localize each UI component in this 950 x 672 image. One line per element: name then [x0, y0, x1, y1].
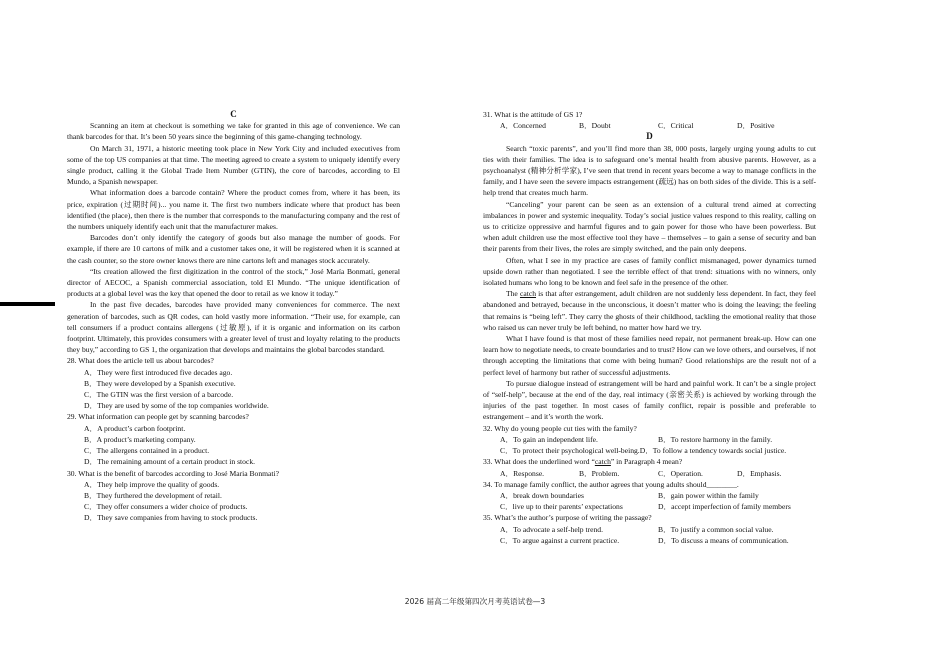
question-stem — [483, 109, 816, 120]
option-a: A．They were first introduced five decades ago. — [84, 367, 233, 377]
option-b: B．To restore harmony in the family. — [658, 434, 773, 444]
option-a: A．To gain an independent life. — [500, 434, 598, 444]
question-28 — [67, 355, 400, 411]
question-33 — [483, 456, 816, 478]
option-d: D．To discuss a means of communication. — [658, 535, 789, 545]
question-text: To manage family conflict, the author agrees that young adults should________. — [494, 479, 739, 489]
question-text: Why do young people cut ties with the family? — [494, 423, 637, 433]
option-a: A．break down boundaries — [500, 490, 584, 500]
question-text: What is the attitude of GS 1? — [494, 110, 583, 119]
question-number: 30. — [67, 468, 77, 478]
option-a: A．They help improve the quality of goods. — [84, 479, 220, 489]
question-text: What information can people get by scanning barcodes? — [78, 412, 249, 422]
option-c: C．live up to their parents’ expectations — [500, 502, 623, 512]
question-text: What is the benefit of barcodes according to José Maria Bonmati? — [78, 468, 280, 478]
question-stem: 33. What does the underlined word “catch” in Paragraph 4 mean? — [483, 457, 683, 467]
binding-mark — [0, 302, 55, 306]
passage-c-paragraph: Barcodes don’t only identify the category of goods but also manage the number of goods. For example, if there are 10 cartons of milk and a customer takes one, it will be registered when it is scanned at the cash counter, so the store owner knows there are nine cartons left and manages stock accurately. — [67, 233, 400, 265]
option-b: B．To justify a common social value. — [658, 524, 774, 534]
question-29 — [67, 411, 400, 467]
option-b: B．They furthered the development of retail. — [84, 490, 222, 500]
question-32 — [483, 423, 816, 457]
passage-c-paragraph: What information does a barcode contain? Where the product comes from, where it has been, its price, expiration (过期时间)... you name it. The first two numbers indicate where that product has been identified (the place), then there is the number that corresponds to the manufacturing company and the rest of the numbers uniquely identify each unit that the manufacturer makes. — [67, 188, 400, 232]
question-stem — [67, 355, 400, 366]
page-footer: 2026 届高二年级第四次月考英语试卷—3 — [404, 597, 546, 606]
passage-c-paragraph: Scanning an item at checkout is something we take for granted in this age of convenience. We can thank barcodes for that. It’s been 50 years since the beginning of this game-changing technology. — [67, 121, 400, 142]
option-b: B．gain power within the family — [658, 490, 759, 500]
question-number: 29. — [67, 412, 77, 422]
option-b: B．Doubt — [579, 121, 611, 131]
question-35 — [483, 512, 816, 546]
option-b: B．They were developed by a Spanish executive. — [84, 378, 236, 388]
section-title-d: D — [646, 131, 653, 142]
option-d: D．accept imperfection of family members — [658, 502, 791, 512]
passage-d-paragraph: Often, what I see in my practice are cases of family conflict mismanaged, power dynamics turned upside down rather than negotiated. I see the terrible effect of that trend: situations with no winners, only isolated humans who long to be known and feel safe in the presence of the other. — [483, 255, 816, 288]
option-a: A．Response. — [500, 468, 545, 478]
question-34 — [483, 479, 816, 513]
question-stem — [67, 468, 400, 479]
option-a: A．To advocate a self-help trend. — [500, 524, 603, 534]
question-stem — [67, 411, 400, 422]
question-number: 34. — [483, 479, 493, 489]
option-c: C．To protect their psychological well-being. — [500, 446, 640, 456]
option-d: D．Emphasis. — [737, 468, 782, 478]
question-number: 32. — [483, 423, 493, 433]
passage-d-paragraph: What I have found is that most of these families need repair, not permanent break-up. How can one learn how to negotiate needs, to create boundaries and to trust? How can we love others, and ourselves, if not through accepting the limitations that come with being human? Good relationships are the result not of a perfect level of harmony but rather of successful adjustments. — [483, 334, 816, 377]
question-number: 28. — [67, 356, 77, 366]
question-text: What’s the author’s purpose of writing the passage? — [494, 513, 652, 523]
question-30 — [67, 468, 400, 524]
option-a: A．Concerned — [500, 121, 546, 131]
option-b: B．Problem. — [579, 468, 620, 478]
question-text: What does the article tell us about barcodes? — [78, 356, 214, 366]
question-31 — [483, 109, 816, 131]
option-d: D．The remaining amount of a certain product in stock. — [84, 457, 256, 467]
passage-c-paragraph: “Its creation allowed the first digitization in the control of the stock,” José María Bonmatí, general director of AECOC, a Spanish commercial association, told El Mundo. “The unique identification of products at a global level was the key that opened the door to retail as we know it today.” — [67, 266, 400, 299]
option-b: B．A product’s marketing company. — [84, 434, 196, 444]
option-c: C．To argue against a current practice. — [500, 535, 620, 545]
passage-d-paragraph-4: The catch is that after estrangement, adult children are not suddenly less dependent. In fact, they feel abandoned and betrayed, because in the unconscious, it doesn’t matter who is doing the leaving; the feeling that remains is “being left”. They carry the ghosts of their childhood, tackling the emotional reality that those who raised us can never truly be left behind, no matter how hard we try. — [483, 289, 816, 332]
left-column — [67, 109, 400, 524]
passage-c-paragraph: In the past five decades, barcodes have provided many conveniences for commerce. The next generation of barcodes, such as QR codes, can hold vastly more information. “Their use, for example, can tell consumers if a product contains allergens (过敏原), if it is organic and information on its carbon footprint. Ultimately, this provides consumers with a greater level of trust and loyalty relating to the products they buy,” according to GS 1, the organization that develops and maintains the global barcodes standard. — [67, 300, 400, 355]
right-column — [483, 109, 816, 546]
question-stem — [483, 512, 816, 523]
passage-d-paragraph: Search “toxic parents”, and you’ll find more than 38, 000 posts, largely urging young adults to cut ties with their families. The idea is to safeguard one’s mental health from abusive parents. However, as a psychoanalyst (精神分析学家), I’ve seen that trend in recent years become a way to manage conflicts in the family, and I have seen the severe impacts estrangement (疏远) has on both sides of the divide. This is a self-help trend that creates much harm. — [483, 143, 816, 198]
option-c: C．The allergens contained in a product. — [84, 446, 210, 456]
underlined-word: catch — [594, 457, 611, 467]
option-d: D．They save companies from having to stock products. — [84, 513, 258, 523]
option-d: D．To follow a tendency towards social justice. — [639, 446, 787, 456]
option-c: C．Critical — [658, 121, 694, 131]
question-stem — [483, 423, 816, 434]
option-a: A．A product’s carbon footprint. — [84, 423, 186, 433]
question-number: 35. — [483, 513, 493, 523]
option-d: D．Positive — [737, 121, 775, 131]
section-title-c: C — [230, 109, 237, 119]
question-stem — [483, 479, 816, 490]
passage-d-paragraph: To pursue dialogue instead of estrangement will be hard and painful work. It can’t be a single project of “self-help”, because at the end of the day, real intimacy (亲密关系) is achieved by working through the injuries of the past together. In most cases of family conflict, repair is possible and preferable to estrangement – and it’s worth the work. — [483, 378, 816, 422]
passage-d-paragraph: “Canceling” your parent can be seen as an extension of a cultural trend aimed at correcting imbalances in power and systemic inequality. Today’s social justice values respond to this reality, calling on us to criticize oppressive and harmful figures and to gain power for those who have been powerless. But when adult children use the most effective tool they have – themselves – to gain a sense of security and ban their parents from their lives, the roles are simply switched, and the pain only deepens. — [483, 199, 816, 254]
option-c: C．Operation. — [658, 468, 703, 478]
question-number: 31. — [483, 110, 493, 119]
question-number: 33. — [483, 457, 493, 467]
option-c: C．They offer consumers a wider choice of products. — [84, 502, 248, 512]
option-c: C．The GTIN was the first version of a barcode. — [84, 390, 234, 400]
passage-c-paragraph: On March 31, 1971, a historic meeting took place in New York City and included executives from some of the top US companies at that time. The meeting agreed to create a system to uniquely identify every single product, calling it the Global Trade Item Number (GTIN), the core of barcodes, according to El Mundo, a Spanish newspaper. — [67, 143, 400, 187]
underlined-word-catch: catch — [519, 289, 536, 299]
option-d: D．They are used by some of the top companies worldwide. — [84, 401, 269, 411]
